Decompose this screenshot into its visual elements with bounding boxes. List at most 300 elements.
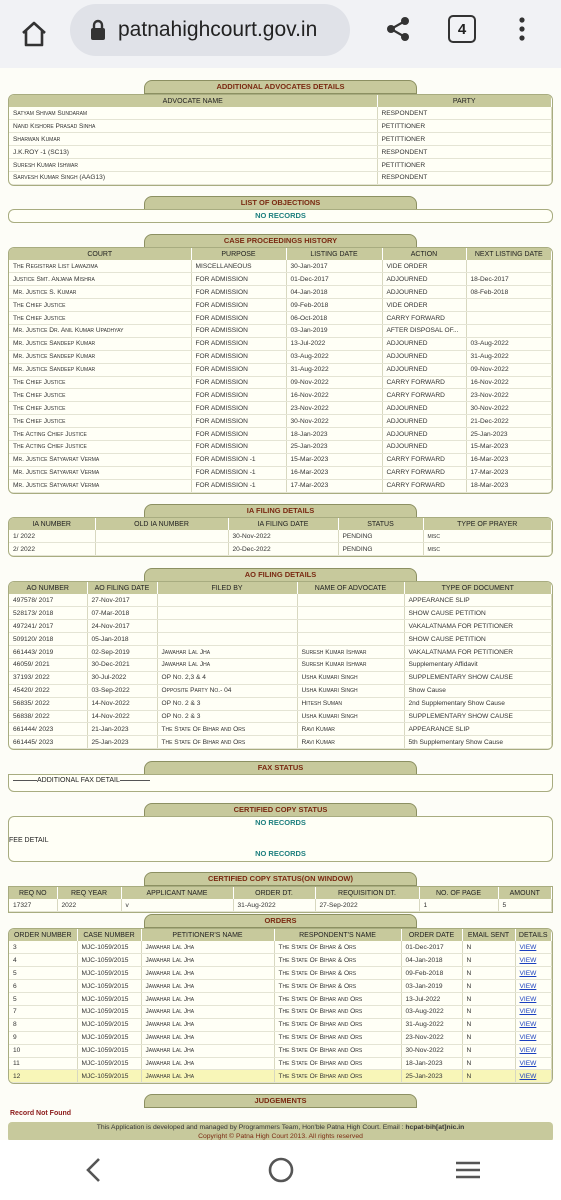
table-cell (297, 594, 404, 607)
table-cell: 7 (9, 1005, 77, 1018)
column-header: REQ YEAR (57, 887, 121, 899)
table-cell: 11 (9, 1057, 77, 1070)
table-row (9, 299, 552, 312)
table-row (9, 286, 552, 299)
view-link[interactable]: VIEW (515, 1005, 552, 1018)
table-cell: 3 (9, 941, 77, 954)
table-cell: VAKALATNAMA FOR PETITIONER (404, 620, 552, 633)
table-cell: The Registrar List Lawazima (9, 260, 191, 273)
view-link[interactable]: VIEW (515, 1018, 552, 1031)
table-cell: 2nd Supplementary Show Cause (404, 697, 552, 710)
table-row (9, 941, 552, 954)
record-not-found-text: Record Not Found (10, 1110, 72, 1117)
page-content (0, 68, 561, 1140)
table-row (9, 594, 552, 607)
table-cell: CARRY FORWARD (382, 376, 466, 389)
table-cell (466, 324, 552, 337)
table-row (9, 1070, 552, 1083)
table-row (9, 120, 552, 133)
table-cell: v (121, 899, 233, 912)
table-cell: Ravi Kumar (297, 723, 404, 736)
table-cell: The Chief Justice (9, 389, 191, 402)
table-cell: FOR ADMISSION (191, 350, 286, 363)
table-cell: Jawahar Lal Jha (141, 993, 274, 1006)
table-cell: 23-Nov-2022 (466, 389, 552, 402)
table-cell: FOR ADMISSION (191, 428, 286, 441)
table-row (9, 980, 552, 993)
table-cell: The Chief Justice (9, 299, 191, 312)
table-cell: Mr. Justice Sandeep Kumar (9, 337, 191, 350)
table-cell: 15-Mar-2023 (286, 453, 382, 466)
table-row (9, 312, 552, 325)
table-cell: 16-Nov-2022 (286, 389, 382, 402)
table-row (9, 646, 552, 659)
table-cell: 18-Jan-2023 (401, 1057, 462, 1070)
table-cell: MISCELLANEOUS (191, 260, 286, 273)
table-cell: The Chief Justice (9, 415, 191, 428)
table-row (9, 1005, 552, 1018)
table-cell: The State Of Bihar and Ors (274, 1044, 401, 1057)
table-cell: SUPPLEMENTARY SHOW CAUSE (404, 710, 552, 723)
table-row (9, 389, 552, 402)
table-cell: The Chief Justice (9, 402, 191, 415)
table-row (9, 607, 552, 620)
table-cell: 30-Jan-2017 (286, 260, 382, 273)
column-header: REQUISITION DT. (315, 887, 419, 899)
table-row (9, 479, 552, 492)
overflow-menu-button[interactable] (512, 14, 532, 49)
view-link[interactable]: VIEW (515, 980, 552, 993)
table-cell (157, 594, 297, 607)
ia-filing-title: IA FILING DETAILS (144, 504, 417, 518)
table-cell: 30-Nov-2022 (286, 415, 382, 428)
table-cell: 30-Nov-2022 (466, 402, 552, 415)
no-records-text: NO RECORDS (255, 849, 306, 858)
certified-copy-title: CERTIFIED COPY STATUS (144, 803, 417, 817)
table-row (9, 171, 552, 184)
table-cell: N (462, 1070, 515, 1083)
column-header: FILED BY (157, 582, 297, 594)
table-row (9, 1031, 552, 1044)
table-cell: Justice Smt. Anjana Mishra (9, 273, 191, 286)
table-row (9, 146, 552, 159)
view-link[interactable]: VIEW (515, 1057, 552, 1070)
table-cell: 8 (9, 1018, 77, 1031)
table-cell: 30-Dec-2021 (87, 658, 157, 671)
table-cell: CARRY FORWARD (382, 312, 466, 325)
view-link[interactable]: VIEW (515, 941, 552, 954)
table-row (9, 671, 552, 684)
table-cell: VAKALATNAMA FOR PETITIONER (404, 646, 552, 659)
table-cell: RESPONDENT (377, 171, 552, 184)
table-cell: Jawahar Lal Jha (157, 646, 297, 659)
table-cell: 04-Jan-2018 (401, 954, 462, 967)
table-cell: PENDING (338, 530, 423, 543)
certified-copy-panel (8, 816, 553, 862)
table-cell: 56838/ 2022 (9, 710, 87, 723)
table-cell: The State Of Bihar and Ors (274, 1018, 401, 1031)
column-header: ORDER NUMBER (9, 929, 77, 941)
table-cell: 31-Aug-2022 (286, 363, 382, 376)
table-cell: The State Of Bihar and Ors (274, 1031, 401, 1044)
table-cell: 27-Sep-2022 (315, 899, 419, 912)
table-cell: 21-Jan-2023 (87, 723, 157, 736)
table-cell: 30-Nov-2022 (228, 530, 338, 543)
table-cell: FOR ADMISSION (191, 324, 286, 337)
table-cell (157, 620, 297, 633)
table-row (9, 453, 552, 466)
table-row (9, 133, 552, 146)
table-cell: 27-Nov-2017 (87, 594, 157, 607)
table-cell: ADJOURNED (382, 363, 466, 376)
column-header: IA FILING DATE (228, 518, 338, 530)
table-cell: 661444/ 2023 (9, 723, 87, 736)
more-vert-icon (512, 14, 532, 44)
table-cell: OP No. 2,3 & 4 (157, 671, 297, 684)
table-cell: VIDE ORDER (382, 260, 466, 273)
table-cell: PETITTIONER (377, 120, 552, 133)
table-cell: The State Of Bihar and Ors (157, 723, 297, 736)
proceedings-panel (8, 247, 553, 494)
table-cell: 03-Aug-2022 (401, 1005, 462, 1018)
table-cell: MJC-1059/2015 (77, 941, 141, 954)
table-cell: MJC-1059/2015 (77, 967, 141, 980)
table-cell: The State Of Bihar and Ors (274, 993, 401, 1006)
table-cell: ADJOURNED (382, 440, 466, 453)
fee-detail-label: FEE DETAIL (9, 837, 49, 844)
table-cell: 20-Dec-2022 (228, 543, 338, 556)
table-cell: Jawahar Lal Jha (141, 1057, 274, 1070)
table-cell: The Acting Chief Justice (9, 428, 191, 441)
table-cell: N (462, 1005, 515, 1018)
table-cell (466, 260, 552, 273)
lock-icon (88, 19, 108, 41)
table-cell: Suresh Kumar Ishwar (9, 159, 377, 172)
table-row (9, 415, 552, 428)
table-cell: Mr. Justice Satyavrat Verma (9, 479, 191, 492)
table-row (9, 620, 552, 633)
table-cell: ADJOURNED (382, 286, 466, 299)
table-cell: 09-Nov-2022 (466, 363, 552, 376)
table-cell: 25-Jan-2023 (466, 428, 552, 441)
table-cell: ADJOURNED (382, 402, 466, 415)
column-header: DETAILS (515, 929, 552, 941)
table-cell: Suresh Kumar Ishwar (297, 658, 404, 671)
ia-filing-panel (8, 517, 553, 557)
table-cell: N (462, 967, 515, 980)
table-row (9, 684, 552, 697)
footer-text: This Application is developed and managed by Programmers Team, Hon'ble Patna High Court. Email : (96, 1124, 404, 1131)
table-cell: ADJOURNED (382, 273, 466, 286)
page-footer (8, 1122, 553, 1140)
table-cell: Hitesh Suman (297, 697, 404, 710)
table-cell: Mr. Justice Satyavrat Verma (9, 453, 191, 466)
certified-window-table (9, 887, 552, 912)
table-cell: 23-Nov-2022 (401, 1031, 462, 1044)
table-row (9, 899, 552, 912)
table-cell: Ravi Kumar (297, 736, 404, 749)
table-cell: 09-Feb-2018 (401, 967, 462, 980)
column-header: PURPOSE (191, 248, 286, 260)
table-row (9, 428, 552, 441)
table-row (9, 376, 552, 389)
table-cell: N (462, 1044, 515, 1057)
table-cell: 2/ 2022 (9, 543, 95, 556)
ao-filing-panel (8, 581, 553, 750)
table-cell: 9 (9, 1031, 77, 1044)
table-cell: FOR ADMISSION (191, 376, 286, 389)
table-cell: 03-Aug-2022 (466, 337, 552, 350)
table-cell: 17-Mar-2023 (466, 466, 552, 479)
share-button[interactable] (383, 14, 413, 49)
column-header: APPLICANT NAME (121, 887, 233, 899)
column-header: NEXT LISTING DATE (466, 248, 552, 260)
table-cell: 24-Nov-2017 (87, 620, 157, 633)
column-header: TYPE OF DOCUMENT (404, 582, 552, 594)
table-cell: CARRY FORWARD (382, 453, 466, 466)
table-cell: MJC-1059/2015 (77, 954, 141, 967)
column-header: TYPE OF PRAYER (423, 518, 552, 530)
view-link[interactable]: VIEW (515, 967, 552, 980)
table-cell: 12 (9, 1070, 77, 1083)
table-cell: SHOW CAUSE PETITION (404, 633, 552, 646)
table-row (9, 350, 552, 363)
table-cell: misc (423, 530, 552, 543)
table-cell: 30-Nov-2022 (401, 1044, 462, 1057)
table-cell: The Chief Justice (9, 312, 191, 325)
column-header: ACTION (382, 248, 466, 260)
back-icon[interactable] (79, 1155, 109, 1185)
table-row (9, 954, 552, 967)
column-header: NO. OF PAGE (419, 887, 498, 899)
table-cell: Mr. Justice Sandeep Kumar (9, 350, 191, 363)
home-circle-icon[interactable] (266, 1155, 296, 1185)
table-cell: MJC-1059/2015 (77, 980, 141, 993)
table-cell: 13-Jul-2022 (401, 993, 462, 1006)
view-link[interactable]: VIEW (515, 993, 552, 1006)
table-cell: 25-Jan-2023 (286, 440, 382, 453)
proceedings-title: CASE PROCEEDINGS HISTORY (144, 234, 417, 248)
table-cell (95, 543, 228, 556)
divider (120, 780, 150, 781)
table-cell: 17327 (9, 899, 57, 912)
home-button[interactable] (10, 10, 58, 58)
view-link[interactable]: VIEW (515, 1044, 552, 1057)
view-link[interactable]: VIEW (515, 1031, 552, 1044)
footer-copyright: Copyright © Patna High Court 2013. All rights reserved (198, 1133, 363, 1140)
table-cell: 31-Aug-2022 (466, 350, 552, 363)
table-cell: 1 (419, 899, 498, 912)
column-header: ORDER DATE (401, 929, 462, 941)
no-records-text: NO RECORDS (255, 818, 306, 827)
view-link[interactable]: VIEW (515, 954, 552, 967)
table-cell: Jawahar Lal Jha (141, 980, 274, 993)
table-cell: MJC-1059/2015 (77, 1005, 141, 1018)
table-cell: Show Cause (404, 684, 552, 697)
table-cell: OP No. 2 & 3 (157, 710, 297, 723)
table-cell (157, 633, 297, 646)
column-header: OLD IA NUMBER (95, 518, 228, 530)
table-row (9, 633, 552, 646)
table-cell: ADJOURNED (382, 428, 466, 441)
judgements-title: JUDGEMENTS (144, 1094, 417, 1108)
certified-window-title: CERTIFIED COPY STATUS(ON WINDOW) (144, 872, 417, 886)
column-header: LISTING DATE (286, 248, 382, 260)
table-cell: 10 (9, 1044, 77, 1057)
fax-detail-label: ADDITIONAL FAX DETAIL (37, 777, 120, 784)
table-cell: Opposite Party No.- 04 (157, 684, 297, 697)
table-cell: MJC-1059/2015 (77, 1031, 141, 1044)
table-cell: 16-Nov-2022 (466, 376, 552, 389)
table-row (9, 1018, 552, 1031)
table-row (9, 324, 552, 337)
table-cell: 497241/ 2017 (9, 620, 87, 633)
table-cell: FOR ADMISSION (191, 363, 286, 376)
fax-detail-row (9, 775, 552, 784)
system-nav-bar (0, 1140, 561, 1200)
table-cell: 03-Jan-2019 (401, 980, 462, 993)
footer-email[interactable]: hcpat-bih[at]nic.in (405, 1124, 465, 1131)
table-cell: FOR ADMISSION (191, 440, 286, 453)
table-cell: 4 (9, 954, 77, 967)
table-row (9, 710, 552, 723)
table-cell: FOR ADMISSION (191, 286, 286, 299)
table-cell: 04-Jan-2018 (286, 286, 382, 299)
table-cell: 30-Jul-2022 (87, 671, 157, 684)
table-cell: Jawahar Lal Jha (141, 1044, 274, 1057)
table-cell: MJC-1059/2015 (77, 1018, 141, 1031)
table-cell: 5 (9, 967, 77, 980)
table-cell: 15-Mar-2023 (466, 440, 552, 453)
table-cell: 03-Aug-2022 (286, 350, 382, 363)
table-cell (95, 530, 228, 543)
ao-filing-title: AO FILING DETAILS (144, 568, 417, 582)
table-cell: 17-Mar-2023 (286, 479, 382, 492)
table-cell: 03-Sep-2022 (87, 684, 157, 697)
table-cell: RESPONDENT (377, 107, 552, 120)
tab-switcher-button[interactable]: 4 (448, 15, 476, 43)
column-header: REQ NO (9, 887, 57, 899)
table-cell: 18-Mar-2023 (466, 479, 552, 492)
table-cell: RESPONDENT (377, 146, 552, 159)
recents-icon[interactable] (453, 1155, 483, 1185)
table-cell: Suresh Kumar Ishwar (297, 646, 404, 659)
table-cell: ADJOURNED (382, 350, 466, 363)
column-header: IA NUMBER (9, 518, 95, 530)
table-row (9, 273, 552, 286)
no-records-text: NO RECORDS (255, 211, 306, 220)
ia-filing-table (9, 518, 552, 556)
table-cell: N (462, 1031, 515, 1044)
fax-status-title: FAX STATUS (144, 761, 417, 775)
table-row (9, 723, 552, 736)
table-cell: Satyam Shivam Sundaram (9, 107, 377, 120)
table-cell: Jawahar Lal Jha (141, 1070, 274, 1083)
table-cell: MJC-1059/2015 (77, 1057, 141, 1070)
orders-title: ORDERS (144, 914, 417, 928)
table-cell: PETITTIONER (377, 133, 552, 146)
table-cell: 07-Mar-2018 (87, 607, 157, 620)
table-cell: SHOW CAUSE PETITION (404, 607, 552, 620)
table-cell: The Chief Justice (9, 376, 191, 389)
column-header: EMAIL SENT (462, 929, 515, 941)
table-row (9, 440, 552, 453)
table-cell: 09-Nov-2022 (286, 376, 382, 389)
ao-filing-table (9, 582, 552, 749)
table-cell: 02-Sep-2019 (87, 646, 157, 659)
table-cell: Usha Kumari Singh (297, 710, 404, 723)
table-cell: 18-Dec-2017 (466, 273, 552, 286)
orders-panel (8, 928, 553, 1084)
table-cell: Jawahar Lal Jha (141, 967, 274, 980)
table-cell: 14-Nov-2022 (87, 697, 157, 710)
table-row (9, 543, 552, 556)
table-row (9, 159, 552, 172)
table-cell: N (462, 941, 515, 954)
table-cell: FOR ADMISSION (191, 402, 286, 415)
home-icon (19, 19, 49, 49)
table-row (9, 658, 552, 671)
column-header: PARTY (377, 95, 552, 107)
table-cell: 46059/ 2021 (9, 658, 87, 671)
table-cell (297, 620, 404, 633)
table-cell: 31-Aug-2022 (401, 1018, 462, 1031)
table-cell: 497578/ 2017 (9, 594, 87, 607)
address-bar[interactable] (70, 4, 350, 56)
table-cell: FOR ADMISSION -1 (191, 453, 286, 466)
table-cell: 06-Oct-2018 (286, 312, 382, 325)
table-cell: 09-Feb-2018 (286, 299, 382, 312)
table-cell: ADJOURNED (382, 337, 466, 350)
table-cell: The State Of Bihar & Ors (274, 967, 401, 980)
table-cell: Sarvesh Kumar Singh (AAG13) (9, 171, 377, 184)
table-cell: VIDE ORDER (382, 299, 466, 312)
column-header: NAME OF ADVOCATE (297, 582, 404, 594)
table-cell: Mr. Justice Dr. Anil Kumar Upadhyay (9, 324, 191, 337)
column-header: AO NUMBER (9, 582, 87, 594)
column-header: ORDER DT. (233, 887, 315, 899)
table-cell: 2022 (57, 899, 121, 912)
table-cell: Jawahar Lal Jha (141, 941, 274, 954)
table-cell: The State Of Bihar and Ors (274, 1057, 401, 1070)
table-cell (297, 607, 404, 620)
table-row (9, 530, 552, 543)
table-cell: 18-Jan-2023 (286, 428, 382, 441)
table-cell: 661445/ 2023 (9, 736, 87, 749)
view-link[interactable]: VIEW (515, 1070, 552, 1083)
table-cell: Jawahar Lal Jha (141, 1018, 274, 1031)
table-cell: 23-Nov-2022 (286, 402, 382, 415)
table-cell: N (462, 954, 515, 967)
table-cell: FOR ADMISSION (191, 415, 286, 428)
column-header: COURT (9, 248, 191, 260)
table-cell: PETITTIONER (377, 159, 552, 172)
table-cell: Jawahar Lal Jha (157, 658, 297, 671)
table-cell: 16-Mar-2023 (286, 466, 382, 479)
table-cell: Jawahar Lal Jha (141, 954, 274, 967)
table-cell: Mr. Justice S. Kumar (9, 286, 191, 299)
table-cell: SUPPLEMENTARY SHOW CAUSE (404, 671, 552, 684)
table-cell: MJC-1059/2015 (77, 993, 141, 1006)
table-cell (297, 633, 404, 646)
table-cell: The Acting Chief Justice (9, 440, 191, 453)
table-cell: 25-Jan-2023 (87, 736, 157, 749)
table-cell: 1/ 2022 (9, 530, 95, 543)
table-cell: Jawahar Lal Jha (141, 1031, 274, 1044)
table-cell: The State Of Bihar and Ors (157, 736, 297, 749)
table-row (9, 466, 552, 479)
table-cell (466, 312, 552, 325)
